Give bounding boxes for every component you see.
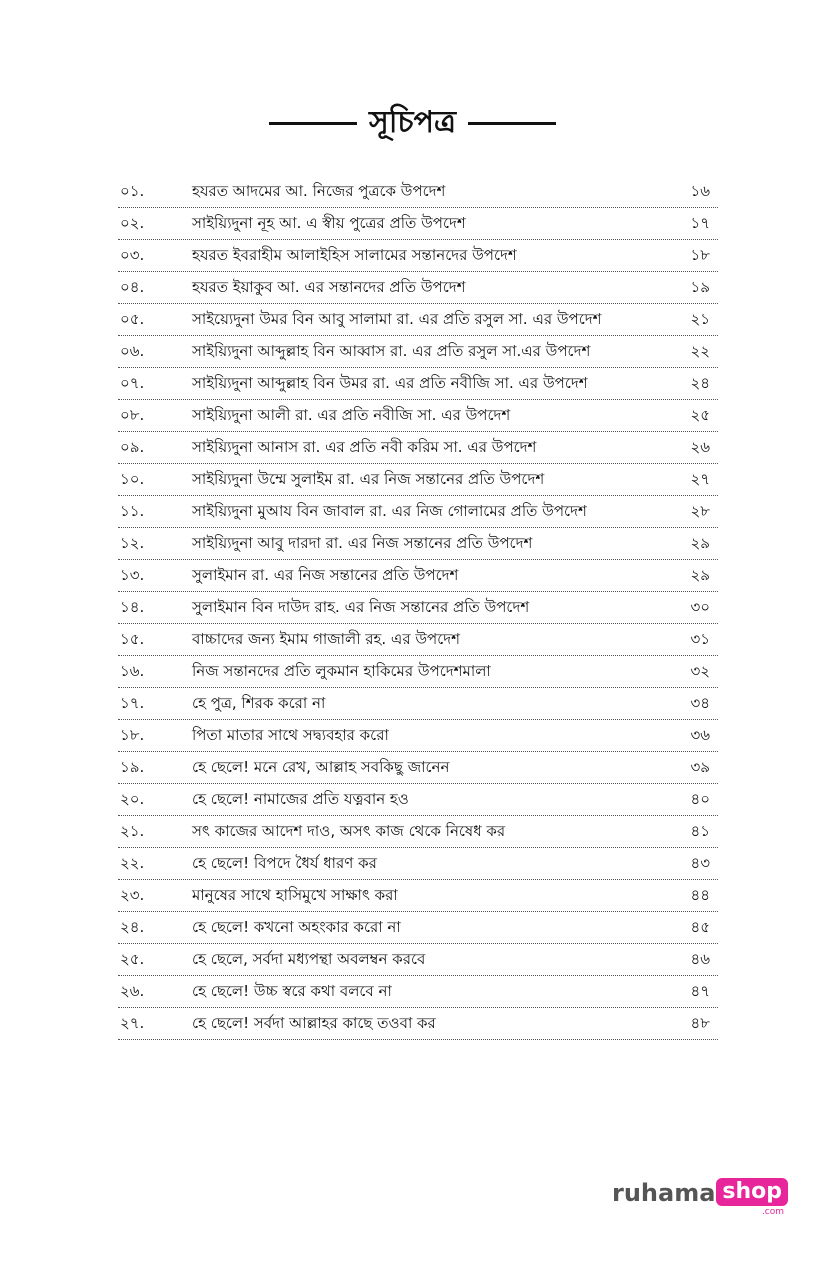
toc-entry-title: মানুষের সাথে হাসিমুখে সাক্ষাৎ করা <box>192 886 398 904</box>
toc-entry-page: ১৮ <box>690 246 710 264</box>
toc-entry-page: ২২ <box>690 342 710 360</box>
toc-entry-page: ৪৬ <box>690 950 710 968</box>
toc-entry-title: হে ছেলে! মনে রেখ, আল্লাহ সবকিছু জানেন <box>192 758 450 776</box>
toc-entry-number: ২০. <box>120 790 145 808</box>
toc-entry <box>118 464 718 496</box>
toc-entry <box>118 1008 718 1040</box>
toc-entry-page: ১৬ <box>690 182 710 200</box>
toc-entry-title: হে ছেলে! কখনো অহংকার করো না <box>192 918 401 936</box>
logo-text-domain: .com <box>761 1207 785 1217</box>
toc-entry <box>118 400 718 432</box>
toc-entry-title: হযরত আদমের আ. নিজের পুত্রকে উপদেশ <box>192 182 446 200</box>
toc-entry-page: ৩২ <box>690 662 710 680</box>
toc-entry <box>118 176 718 208</box>
toc-entry <box>118 624 718 656</box>
toc-entry-page: ৩৪ <box>690 694 710 712</box>
toc-entry-number: ১৬. <box>120 662 145 680</box>
toc-entry-title: সাইয়্যিদুনা মুআয বিন জাবাল রা. এর নিজ গোলামের প্রতি উপদেশ <box>192 502 587 520</box>
toc-entry <box>118 848 718 880</box>
toc-entry-title: হে ছেলে, সর্বদা মধ্যপন্থা অবলম্বন করবে <box>192 950 426 968</box>
toc-entry <box>118 784 718 816</box>
title-rule-left <box>269 122 357 125</box>
toc-entry-number: ০৬. <box>120 342 145 360</box>
toc-entry <box>118 528 718 560</box>
toc-entry-number: ০১. <box>120 182 145 200</box>
toc-entry-page: ৪৮ <box>690 1014 710 1032</box>
logo-text-shop: shop <box>722 1179 783 1204</box>
toc-entry-number: ১৪. <box>120 598 145 616</box>
toc-entry-number: ০৪. <box>120 278 145 296</box>
toc-entry <box>118 336 718 368</box>
toc-entry <box>118 368 718 400</box>
toc-entry-title: হযরত ইয়াকুব আ. এর সন্তানদের প্রতি উপদেশ <box>192 278 466 296</box>
toc-entry-page: ৪৫ <box>690 918 710 936</box>
toc-entry-title: সাইয়্যিদুনা উম্মে সুলাইম রা. এর নিজ সন্তানের প্রতি উপদেশ <box>192 470 545 488</box>
logo-text-badge <box>716 1178 788 1217</box>
toc-entry <box>118 880 718 912</box>
toc-entry <box>118 304 718 336</box>
toc-entry <box>118 592 718 624</box>
toc-entry-page: ১৯ <box>690 278 710 296</box>
toc-entry-number: ১৩. <box>120 566 145 584</box>
toc-entry-page: ২৪ <box>690 374 710 392</box>
toc-entry-title: নিজ সন্তানদের প্রতি লুকমান হাকিমের উপদেশমালা <box>192 662 491 680</box>
toc-entry-page: ২৫ <box>690 406 710 424</box>
toc-entry-page: ৩০ <box>690 598 710 616</box>
toc-entry-page: ৪১ <box>690 822 710 840</box>
toc-entry-title: সুলাইমান রা. এর নিজ সন্তানের প্রতি উপদেশ <box>192 566 459 584</box>
toc-entry-page: ৩৬ <box>690 726 710 744</box>
toc-entry-title: হে ছেলে! বিপদে ধৈর্য ধারণ কর <box>192 854 377 872</box>
toc-entry-page: ৪৩ <box>690 854 710 872</box>
toc-entry-number: ০২. <box>120 214 145 232</box>
toc-entry-page: ৪৭ <box>690 982 710 1000</box>
toc-entry <box>118 912 718 944</box>
toc-entry <box>118 944 718 976</box>
toc-entry <box>118 976 718 1008</box>
toc-entry-title: হে ছেলে! নামাজের প্রতি যত্নবান হও <box>192 790 409 808</box>
toc-entry-page: ২৮ <box>690 502 710 520</box>
toc-entry <box>118 720 718 752</box>
watermark-logo <box>612 1178 788 1218</box>
toc-entry-page: ২৯ <box>690 534 710 552</box>
toc-entry-title: সাইয়্যেদুনা উমর বিন আবু সালামা রা. এর প্রতি রসুল সা. এর উপদেশ <box>192 310 602 328</box>
toc-entry <box>118 816 718 848</box>
toc-entry-number: ২৪. <box>120 918 145 936</box>
toc-entry <box>118 272 718 304</box>
toc-entry-page: ৩৯ <box>690 758 710 776</box>
toc-entry-title: বাচ্চাদের জন্য ইমাম গাজালী রহ. এর উপদেশ <box>192 630 461 648</box>
toc-entry-page: ৪০ <box>690 790 710 808</box>
toc-entry-number: ০৫. <box>120 310 145 328</box>
toc-entry <box>118 208 718 240</box>
toc-entry-number: ০৮. <box>120 406 145 424</box>
toc-entry <box>118 240 718 272</box>
toc-entry-number: ১৮. <box>120 726 145 744</box>
toc-entry-number: ২২. <box>120 854 145 872</box>
toc-entry-number: ১২. <box>120 534 145 552</box>
toc-entry-number: ১৭. <box>120 694 145 712</box>
toc-entry-page: ২১ <box>690 310 710 328</box>
toc-entry-title: সুলাইমান বিন দাউদ রাহ. এর নিজ সন্তানের প্রতি উপদেশ <box>192 598 530 616</box>
toc-entry-page: ২৯ <box>690 566 710 584</box>
toc-entry-title: হে পুত্র, শিরক করো না <box>192 694 326 712</box>
toc-entry-number: ০৩. <box>120 246 145 264</box>
toc-entry-number: ০৯. <box>120 438 145 456</box>
toc-entry-number: ২৭. <box>120 1014 145 1032</box>
toc-entry-page: ৩১ <box>690 630 710 648</box>
toc-entry-page: ৪৪ <box>690 886 710 904</box>
toc-entry-title: হযরত ইবরাহীম আলাইহিস সালামের সন্তানদের উপদেশ <box>192 246 517 264</box>
toc-entry-number: ১০. <box>120 470 145 488</box>
toc-entry-title: সাইয়্যিদুনা আবু দারদা রা. এর নিজ সন্তানের প্রতি উপদেশ <box>192 534 533 552</box>
toc-entry-number: ২১. <box>120 822 145 840</box>
toc-entry <box>118 752 718 784</box>
toc-entry-number: ২৬. <box>120 982 145 1000</box>
logo-text-main: ruhama <box>612 1179 716 1207</box>
toc-entry-number: ০৭. <box>120 374 145 392</box>
toc-entry-number: ২৫. <box>120 950 145 968</box>
toc-entry-page: ২৬ <box>690 438 710 456</box>
title-rule-right <box>468 122 556 125</box>
toc-entry-title: হে ছেলে! সর্বদা আল্লাহর কাছে তওবা কর <box>192 1014 436 1032</box>
toc-entry-title: সাইয়্যিদুনা আনাস রা. এর প্রতি নবী করিম সা. এর উপদেশ <box>192 438 537 456</box>
page-title: সূচিপত্র <box>369 105 456 140</box>
toc-entry-page: ১৭ <box>690 214 710 232</box>
toc-entry-title: হে ছেলে! উচ্চ স্বরে কথা বলবে না <box>192 982 392 1000</box>
toc-entry-number: ১৯. <box>120 758 145 776</box>
toc-entry-number: ১৫. <box>120 630 145 648</box>
toc-entry-number: ২৩. <box>120 886 145 904</box>
toc-entry-title: সাইয়্যিদুনা নূহ আ. এ স্বীয় পুত্রের প্রতি উপদেশ <box>192 214 466 232</box>
toc-entry-page: ২৭ <box>690 470 710 488</box>
page-header <box>0 98 825 148</box>
toc-entry-title: সাইয়্যিদুনা আলী রা. এর প্রতি নবীজি সা. এর উপদেশ <box>192 406 511 424</box>
toc-entry <box>118 656 718 688</box>
toc-entry-title: সাইয়্যিদুনা আব্দুল্লাহ বিন উমর রা. এর প্রতি নবীজি সা. এর উপদেশ <box>192 374 588 392</box>
toc-entry <box>118 432 718 464</box>
table-of-contents <box>118 176 718 1040</box>
toc-entry-title: সাইয়্যিদুনা আব্দুল্লাহ বিন আব্বাস রা. এর প্রতি রসুল সা.এর উপদেশ <box>192 342 591 360</box>
toc-entry-number: ১১. <box>120 502 145 520</box>
toc-entry <box>118 496 718 528</box>
toc-entry-title: পিতা মাতার সাথে সদ্ব্যবহার করো <box>192 726 389 744</box>
toc-entry <box>118 688 718 720</box>
toc-entry <box>118 560 718 592</box>
toc-entry-title: সৎ কাজের আদেশ দাও, অসৎ কাজ থেকে নিষেধ কর <box>192 822 506 840</box>
